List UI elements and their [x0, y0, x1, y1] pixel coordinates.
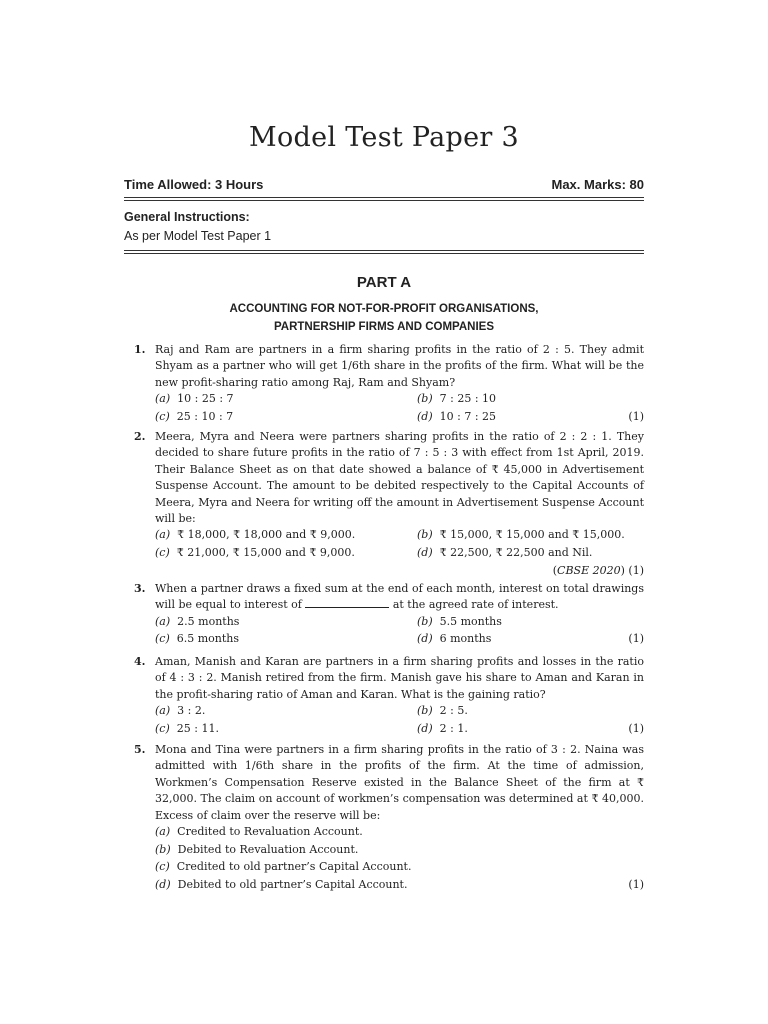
- option-d: (d) 10 : 7 : 25: [417, 409, 497, 423]
- question-4: [124, 654, 644, 738]
- marks: (1): [628, 409, 644, 423]
- options: [155, 703, 644, 738]
- paper-title: Model Test Paper 3: [249, 122, 519, 153]
- option-a: (a) Credited to Revaluation Account.: [155, 825, 363, 839]
- question-text: Mona and Tina were partners in a firm sharing profits in the ratio of 3 : 2. Naina was admitted with 1/6th share in the profits of the firm. At the time of admission, Workmen’s Compensation Reserve existed in the Balance Sheet of the firm at ₹ 32,000. The claim on account of workmen’s compensation was determined at ₹ 40,000. Excess of claim over the reserve will be:: [155, 743, 644, 822]
- question-number: 5.: [134, 743, 146, 756]
- question-2: [124, 429, 644, 579]
- question-number: 4.: [134, 655, 146, 668]
- option-c: (c) 6.5 months: [155, 632, 240, 646]
- option-b: (b) 7 : 25 : 10: [417, 392, 497, 406]
- part-title: PART A: [356, 274, 412, 291]
- question-number: 1.: [134, 343, 146, 356]
- option-b: (b) Debited to Revaluation Account.: [155, 842, 359, 856]
- time-allowed: Time Allowed: 3 Hours: [124, 177, 264, 192]
- option-a: (a) 3 : 2.: [155, 704, 206, 718]
- max-marks: Max. Marks: 80: [551, 177, 644, 192]
- part-subtitle-line2: PARTNERSHIP FIRMS AND COMPANIES: [273, 321, 494, 333]
- question-text: When a partner draws a fixed sum at the end of each month, interest on total drawings will be equal to interest of at the agreed rate of interest.: [155, 582, 644, 612]
- paper-meta-row: [124, 177, 644, 192]
- option-c: (c) ₹ 21,000, ₹ 15,000 and ₹ 9,000.: [155, 546, 355, 560]
- question-5: [124, 742, 644, 894]
- part-subtitle-line1: ACCOUNTING FOR NOT-FOR-PROFIT ORGANISATIONS,: [229, 303, 539, 315]
- options: [155, 614, 644, 649]
- option-c: (c) 25 : 10 : 7: [155, 409, 234, 423]
- marks: (1): [628, 877, 644, 891]
- option-a: (a) 2.5 months: [155, 614, 240, 628]
- divider: [124, 197, 644, 198]
- question-number: 2.: [134, 430, 146, 443]
- option-c: (c) Credited to old partner’s Capital Account.: [155, 860, 412, 874]
- marks: (1): [628, 721, 644, 735]
- divider: [124, 200, 644, 201]
- question-number: 3.: [134, 582, 146, 595]
- divider: [124, 250, 644, 251]
- question-text: Meera, Myra and Neera were partners sharing profits in the ratio of 2 : 2 : 1. They decided to share future profits in the ratio of 7 : 5 : 3 with effect from 1st April, 2019. Their Balance Sheet as on that date showed a balance of ₹ 45,000 in Advertisement Suspense Account. The amount to be debited respectively to the Capital Accounts of Meera, Myra and Neera for writing off the amount in Advertisement Suspense Account will be:: [155, 430, 644, 526]
- question-1: [124, 342, 644, 426]
- option-d: (d) 6 months: [417, 632, 492, 646]
- option-b: (b) 2 : 5.: [417, 704, 468, 718]
- general-instructions-text: As per Model Test Paper 1: [124, 229, 272, 243]
- options: [155, 527, 644, 562]
- option-d: (d) Debited to old partner’s Capital Account. (1): [155, 877, 644, 895]
- question-3: [124, 581, 644, 649]
- option-a: (a) ₹ 18,000, ₹ 18,000 and ₹ 9,000.: [155, 528, 356, 542]
- option-a: (a) 10 : 25 : 7: [155, 392, 234, 406]
- marks: (1): [628, 563, 644, 577]
- option-d: (d) 2 : 1.: [417, 721, 468, 735]
- question-text: Aman, Manish and Karan are partners in a firm sharing profits and losses in the ratio of 4 : 3 : 2. Manish retired from the firm. Manish gave his share to Aman and Karan in the profit-sharing ratio of Aman and Karan. What is the gaining ratio?: [155, 655, 644, 701]
- marks: (1): [628, 632, 644, 646]
- option-c: (c) 25 : 11.: [155, 721, 219, 735]
- options: [155, 391, 644, 426]
- question-text: Raj and Ram are partners in a firm sharing profits in the ratio of 2 : 5. They admit Shyam as a partner who will get 1/6th share in the profits of the firm. What will be the new profit-sharing ratio among Raj, Ram and Shyam?: [155, 343, 644, 389]
- option-b: (b) 5.5 months: [417, 614, 502, 628]
- question-source: (CBSE 2020) (1): [552, 563, 644, 577]
- divider: [124, 253, 644, 254]
- general-instructions-heading: General Instructions:: [124, 210, 250, 224]
- option-d: (d) ₹ 22,500, ₹ 22,500 and Nil.: [417, 546, 593, 560]
- option-b: (b) ₹ 15,000, ₹ 15,000 and ₹ 15,000.: [417, 528, 625, 542]
- fill-in-blank: [305, 597, 389, 608]
